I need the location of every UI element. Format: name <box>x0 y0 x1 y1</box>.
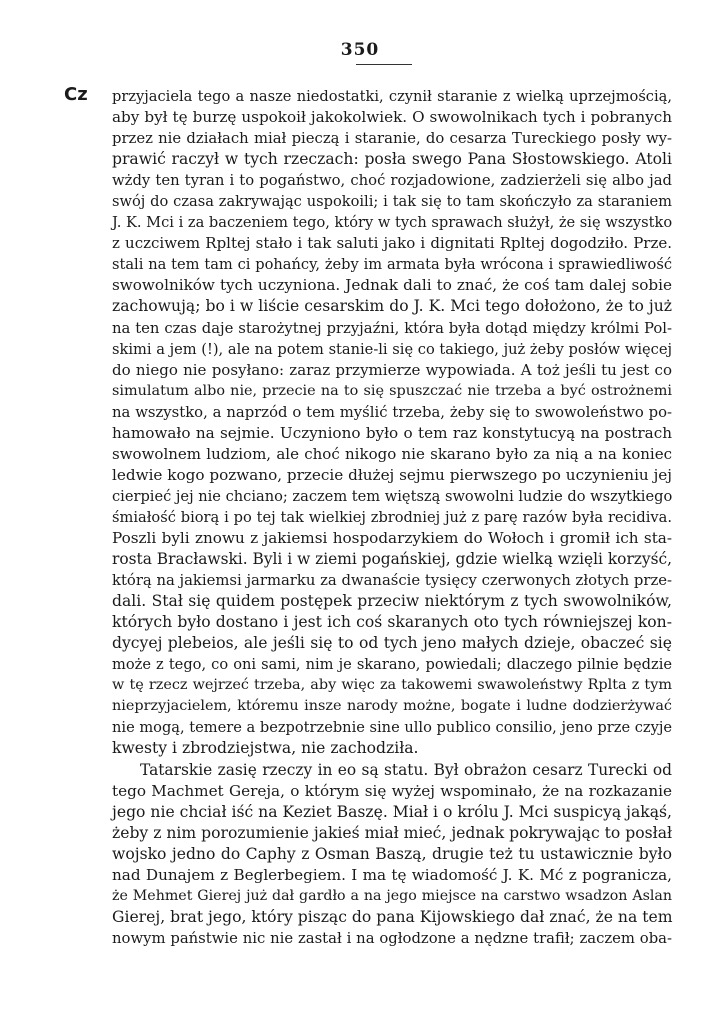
text-line: skimi a jem (!), ale na potem stanie-li się co takiego, już żeby posłów więcej <box>112 340 672 358</box>
text-line: na ten czas daje starożytnej przyjaźni, która była dotąd między królmi Pol- <box>112 319 672 337</box>
text-line: ledwie kogo pozwano, przecie dłużej sejmu pierwszego po uczynieniu jej <box>112 465 672 484</box>
text-line: kwesty i zbrodziejstwa, nie zachodziła. <box>112 739 419 758</box>
text-line: z uczciwem Rpltej stało i tak saluti jako i dignitati Rpltej dogodziło. Prze. <box>112 234 672 253</box>
text-line: może z tego, co oni sami, nim je skarano, powiedali; dlaczego pilnie będzie <box>112 656 672 674</box>
text-line: J. K. Mci i za baczeniem tego, który w tych sprawach służył, że się wszystko <box>112 214 673 232</box>
page-number: 350 <box>340 40 380 60</box>
text-line: stali na tem tam ci pohańcy, żeby im armata była wrócona i sprawiedliwość <box>112 256 672 274</box>
body-text <box>112 86 672 949</box>
text-line: dycyej plebeios, ale jeśli się to od tych jeno małych dzieje, obaczeć się <box>112 634 672 653</box>
text-line: cierpieć jej nie chciano; zaczem tem więtszą swowolni ludzie do wszytkiego <box>112 487 673 505</box>
text-line: rosta Bracławski. Byli i w ziemi pogańskiej, gdzie wielką wzięli korzyść, <box>112 550 673 569</box>
text-line: prawić raczył w tych rzeczach: posła swego Pana Słostowskiego. Atoli <box>112 150 672 169</box>
text-line: tego Machmet Gereja, o którym się wyżej wspominało, że na rozkazanie <box>112 781 672 800</box>
margin-note: Cz <box>64 84 88 105</box>
text-line: śmiałość biorą i po tej tak wielkiej zbrodniej już z parę razów była recidiva. <box>112 508 672 526</box>
text-line: swój do czasa zakrywając uspokoili; i tak się to tam skończyło za staraniem <box>112 193 672 211</box>
text-line: Tatarskie zasię rzeczy in eo są statu. Był obrażon cesarz Turecki od <box>140 760 672 779</box>
text-line: swowolników tych uczyniona. Jednak dali to znać, że coś tam dalej sobie <box>112 276 672 295</box>
text-line: nowym państwie nic nie zastał i na ogłodzone a nędzne trafił; zaczem oba- <box>112 929 672 947</box>
text-line: zachowują; bo i w liście cesarskim do J. K. Mci tego dołożono, że to już <box>112 297 672 316</box>
text-line: jego nie chciał iść na Keziet Baszę. Miał i o królu J. Mci suspicyą jakąś, <box>112 802 672 821</box>
text-line: wżdy ten tyran i to pogaństwo, choć rozjadowione, zadzierżeli się albo jad <box>112 172 672 190</box>
text-line: do niego nie posyłano: zaraz przymierze wypowiada. A toż jeśli tu jest co <box>112 360 672 379</box>
text-line: nad Dunajem z Beglerbegiem. I ma tę wiadomość J. K. Mć z pogranicza, <box>112 865 672 884</box>
text-line: dali. Stał się quidem postępek przeciw niektórym z tych swowolników, <box>112 592 672 611</box>
text-line: przyjaciela tego a nasze niedostatki, czynił staranie z wielką uprzejmością, <box>112 88 672 105</box>
text-line: w tę rzecz wejrzeć trzeba, aby więc za takowemi swawoleństwy Rplta z tym <box>112 677 672 694</box>
text-line: simulatum albo nie, przecie na to się spuszczać nie trzeba a być ostrożnemi <box>112 382 672 399</box>
text-line: przez nie działach miał pieczą i staranie, do cesarza Tureckiego posły wy- <box>112 130 672 148</box>
text-line: swowolnem ludziom, ale choć nikogo nie skarano było za nią a na koniec <box>112 444 672 463</box>
text-line: hamowało na sejmie. Uczyniono było o tem raz konstytucyą na postrach <box>112 423 672 442</box>
text-line: żeby z nim porozumienie jakieś miał mieć, jednak pokrywając to posłał <box>112 823 673 842</box>
text-line: którą na jakiemsi jarmarku za dwanaście tysięcy czerwonych złotych prze- <box>112 572 672 590</box>
text-line: na wszystko, a naprzód o tem myślić trzeba, żeby się to swowoleństwo po- <box>112 403 672 421</box>
text-line: których było dostano i jest ich coś skaranych oto tych równiejszej kon- <box>112 613 672 632</box>
text-line: że Mehmet Gierej już dał gardło a na jego miejsce na carstwo wsadzon Aslan <box>112 887 672 904</box>
text-line: aby był tę burzę uspokoił jakokolwiek. O swowolnikach tych i pobranych <box>112 108 672 127</box>
text-line: nie mogą, temere a bezpotrzebnie sine ullo publico consilio, jeno prze czyje <box>112 719 672 737</box>
text-line: wojsko jedno do Caphy z Osman Baszą, drugie też tu ustawicznie było <box>112 844 672 863</box>
text-line: nieprzyjacielem, któremu insze narody możne, bogate i ludne dodzierżywać <box>112 698 672 715</box>
page-number-underline <box>356 64 412 65</box>
text-line: Poszli byli znowu z jakiemsi hospodarzykiem do Wołoch i gromił ich sta- <box>112 528 672 547</box>
text-line: Gierej, brat jego, który pisząc do pana Kijowskiego dał znać, że na tem <box>112 907 673 926</box>
